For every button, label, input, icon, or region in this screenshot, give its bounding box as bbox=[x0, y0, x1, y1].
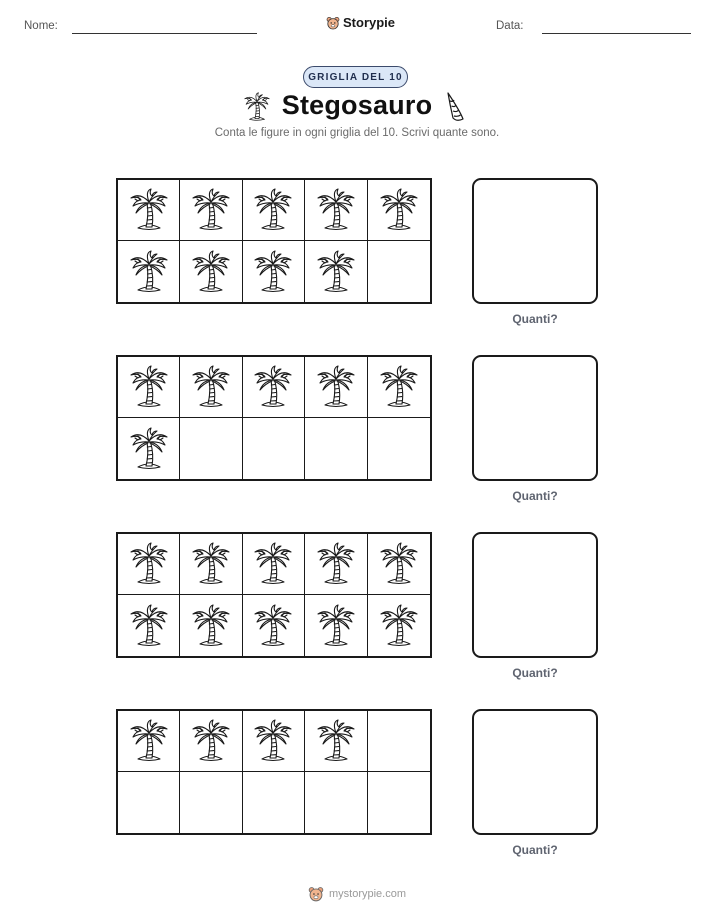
date-line[interactable] bbox=[542, 33, 691, 34]
palm-tree-icon bbox=[127, 541, 171, 587]
palm-tree-icon bbox=[314, 718, 358, 764]
palm-tree-icon bbox=[189, 603, 233, 649]
name-line[interactable] bbox=[72, 33, 257, 34]
frame-cell bbox=[305, 534, 367, 595]
frame-cell bbox=[305, 595, 367, 656]
frame-cell bbox=[243, 534, 305, 595]
frame-cell bbox=[180, 772, 242, 833]
palm-tree-icon bbox=[251, 364, 295, 410]
bear-logo-icon bbox=[308, 886, 324, 902]
palm-tree-icon bbox=[314, 364, 358, 410]
palm-tree-icon bbox=[314, 603, 358, 649]
answer-box-4[interactable] bbox=[472, 709, 598, 835]
frame-cell bbox=[305, 180, 367, 241]
palm-tree-icon bbox=[189, 364, 233, 410]
frame-cell bbox=[118, 180, 180, 241]
palm-tree-icon bbox=[189, 187, 233, 233]
palm-tree-icon bbox=[189, 718, 233, 764]
frame-cell bbox=[368, 180, 430, 241]
frame-cell bbox=[368, 711, 430, 772]
frame-cell bbox=[180, 241, 242, 302]
frame-cell bbox=[243, 772, 305, 833]
palm-tree-icon bbox=[189, 541, 233, 587]
answer-label: Quanti? bbox=[512, 666, 558, 680]
frame-cell bbox=[305, 772, 367, 833]
palm-tree-icon bbox=[127, 364, 171, 410]
palm-tree-icon bbox=[251, 187, 295, 233]
frame-cell bbox=[305, 241, 367, 302]
answer-label: Quanti? bbox=[512, 843, 558, 857]
frame-cell bbox=[118, 534, 180, 595]
answer-box-2[interactable] bbox=[472, 355, 598, 481]
date-label: Data: bbox=[496, 20, 524, 32]
palm-tree-icon bbox=[189, 249, 233, 295]
frame-cell bbox=[368, 241, 430, 302]
palm-tree-icon bbox=[377, 603, 421, 649]
frame-cell bbox=[180, 418, 242, 479]
frame-cell bbox=[118, 772, 180, 833]
page-title: Stegosauro bbox=[281, 90, 433, 120]
palm-tree-icon bbox=[377, 541, 421, 587]
frame-cell bbox=[118, 418, 180, 479]
footer-url: mystorypie.com bbox=[328, 888, 407, 900]
bear-logo-icon bbox=[326, 16, 340, 30]
palm-tree-icon bbox=[377, 364, 421, 410]
ten-frame-4 bbox=[116, 709, 432, 835]
frame-cell bbox=[243, 241, 305, 302]
category-badge: GRIGLIA DEL 10 bbox=[303, 66, 408, 88]
frame-cell bbox=[368, 418, 430, 479]
frame-cell bbox=[368, 595, 430, 656]
palm-tree-icon bbox=[127, 718, 171, 764]
instructions: Conta le figure in ogni griglia del 10. Scrivi quante sono. bbox=[214, 127, 500, 139]
frame-cell bbox=[180, 180, 242, 241]
brand-logo bbox=[326, 15, 395, 30]
frame-cell bbox=[368, 357, 430, 418]
frame-cell bbox=[243, 357, 305, 418]
palm-tree-icon bbox=[251, 249, 295, 295]
name-label: Nome: bbox=[24, 20, 58, 32]
frame-cell bbox=[305, 711, 367, 772]
palm-tree-icon bbox=[251, 718, 295, 764]
palm-tree-icon bbox=[251, 541, 295, 587]
palm-tree-icon bbox=[314, 249, 358, 295]
frame-cell bbox=[305, 357, 367, 418]
answer-label: Quanti? bbox=[512, 312, 558, 326]
frame-cell bbox=[243, 595, 305, 656]
frame-cell bbox=[180, 357, 242, 418]
frame-cell bbox=[118, 241, 180, 302]
answer-box-3[interactable] bbox=[472, 532, 598, 658]
frame-cell bbox=[180, 534, 242, 595]
palm-tree-icon bbox=[127, 426, 171, 472]
frame-cell bbox=[118, 711, 180, 772]
answer-label: Quanti? bbox=[512, 489, 558, 503]
ten-frame-3 bbox=[116, 532, 432, 658]
palm-tree-icon bbox=[314, 187, 358, 233]
horn-icon bbox=[444, 91, 466, 123]
frame-cell bbox=[118, 357, 180, 418]
answer-box-1[interactable] bbox=[472, 178, 598, 304]
frame-cell bbox=[243, 711, 305, 772]
palm-tree-icon bbox=[127, 187, 171, 233]
frame-cell bbox=[180, 595, 242, 656]
frame-cell bbox=[118, 595, 180, 656]
palm-tree-icon bbox=[314, 541, 358, 587]
frame-cell bbox=[243, 180, 305, 241]
frame-cell bbox=[368, 772, 430, 833]
footer bbox=[0, 886, 714, 902]
palm-tree-icon bbox=[251, 603, 295, 649]
frame-cell bbox=[180, 711, 242, 772]
frame-cell bbox=[368, 534, 430, 595]
palm-tree-icon bbox=[127, 249, 171, 295]
ten-frame-1 bbox=[116, 178, 432, 304]
palm-tree-icon bbox=[377, 187, 421, 233]
brand-name: Storypie bbox=[343, 15, 396, 30]
frame-cell bbox=[243, 418, 305, 479]
ten-frame-2 bbox=[116, 355, 432, 481]
frame-cell bbox=[305, 418, 367, 479]
palm-tree-icon bbox=[127, 603, 171, 649]
